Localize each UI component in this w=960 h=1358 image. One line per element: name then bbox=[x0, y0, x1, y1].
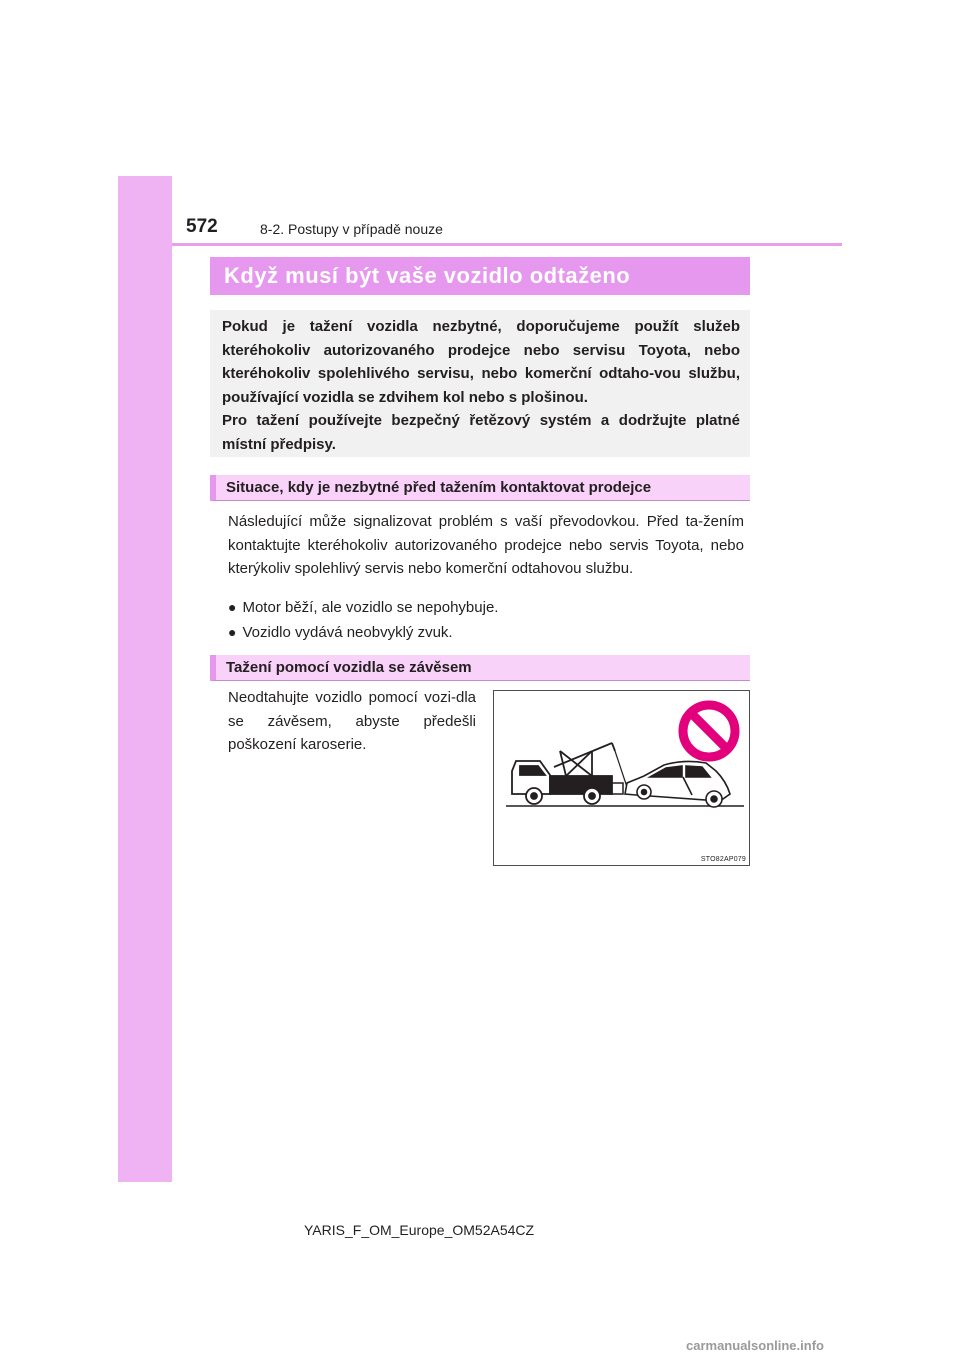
subheading-situations: Situace, kdy je nezbytné před tažením kontaktovat prodejce bbox=[210, 475, 750, 501]
chapter-sidebar-tab bbox=[118, 176, 172, 1182]
tow-truck-icon bbox=[512, 743, 629, 804]
towing-paragraph: Neodtahujte vozidlo pomocí vozi-dla se závěsem, abyste předešli poškození karoserie. bbox=[228, 689, 476, 753]
figure-code: STO82AP079 bbox=[700, 856, 746, 863]
header-divider bbox=[172, 243, 842, 246]
tow-truck-illustration bbox=[494, 691, 749, 865]
list-item bbox=[228, 596, 498, 620]
prohibition-icon bbox=[683, 705, 735, 757]
watermark: carmanualsonline.info bbox=[686, 1338, 824, 1353]
intro-box bbox=[210, 310, 750, 457]
bullet-icon: ● bbox=[228, 599, 237, 615]
footer-doc-id: YARIS_F_OM_Europe_OM52A54CZ bbox=[304, 1222, 535, 1238]
list-item-text: Motor běží, ale vozidlo se nepohybuje. bbox=[242, 599, 499, 616]
towed-car-icon bbox=[625, 761, 730, 807]
chapter-title: 8-2. Postupy v případě nouze bbox=[260, 221, 443, 237]
bullet-icon: ● bbox=[228, 624, 237, 640]
section-title: Když musí být vaše vozidlo odtaženo bbox=[210, 257, 750, 295]
situations-paragraph: Následující může signalizovat problém s vaší převodovkou. Před ta-žením kontaktujte kteréhokoliv autorizovaného prodejce nebo servis Toyota, nebo kterýkoliv spolehlivý servis nebo komerční odtahovou službu. bbox=[228, 513, 744, 577]
subheading-towing: Tažení pomocí vozidla se závěsem bbox=[210, 655, 750, 681]
page-number: 572 bbox=[186, 216, 218, 237]
tow-truck-figure bbox=[493, 690, 750, 866]
intro-paragraph: Pokud je tažení vozidla nezbytné, doporučujeme použít služeb kteréhokoliv autorizovaného prodejce nebo servisu Toyota, nebo kteréhokoliv spolehlivého servisu, nebo komerční odtaho-vou službu, používající vozidla se zdvihem kol nebo s plošinou. bbox=[222, 318, 740, 406]
intro-paragraph: Pro tažení používejte bezpečný řetězový systém a dodržujte platné místní předpisy. bbox=[222, 412, 740, 453]
list-item bbox=[228, 621, 453, 645]
list-item-text: Vozidlo vydává neobvyklý zvuk. bbox=[242, 624, 453, 641]
